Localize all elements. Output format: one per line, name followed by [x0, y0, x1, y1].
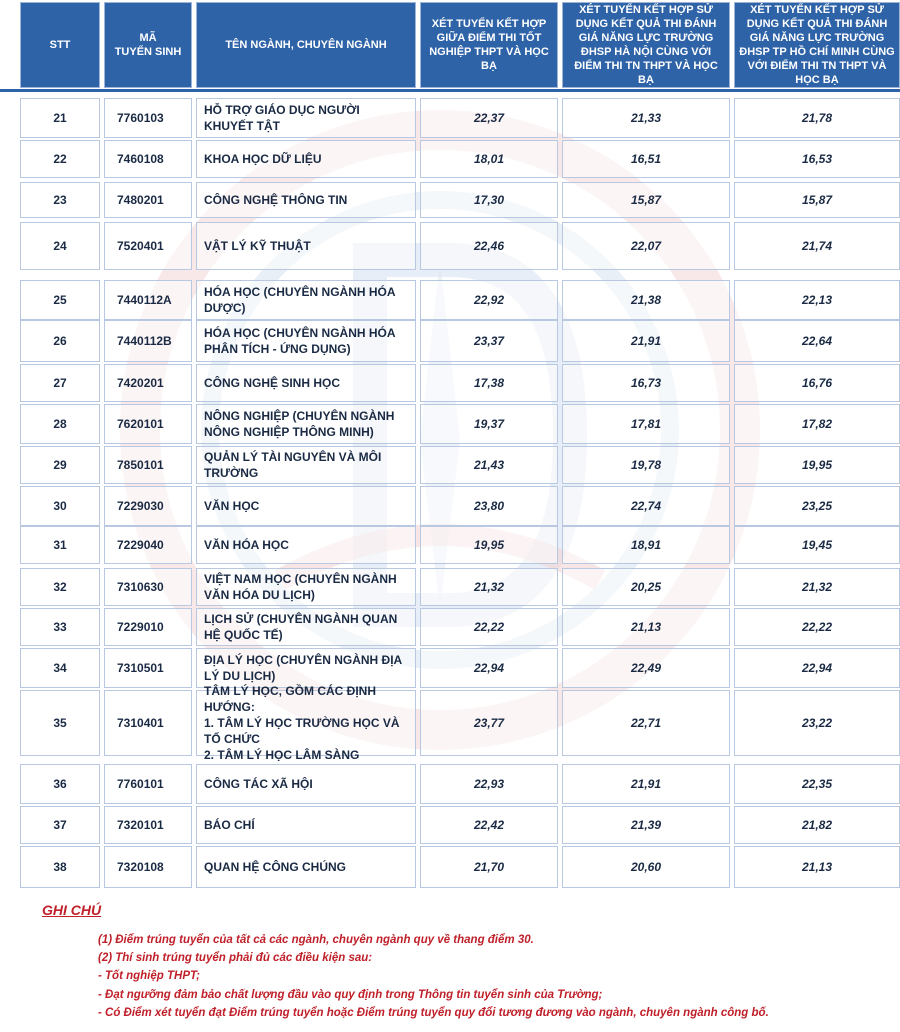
note-line-4: - Đạt ngưỡng đảm bảo chất lượng đầu vào quy định trong Thông tin tuyển sinh của Trường;	[98, 989, 603, 1001]
cell-score-dhsp-hanoi	[562, 568, 730, 606]
cell-score-thpt	[420, 364, 558, 402]
cell-stt-text: 35	[53, 716, 67, 730]
cell-score-thpt-text: 22,37	[473, 111, 505, 125]
cell-score-dhsp-hanoi	[562, 764, 730, 804]
cell-ma-tuyen-sinh-text: 7229010	[117, 620, 164, 634]
cell-score-dhsp-hanoi	[562, 486, 730, 526]
cell-stt-text: 32	[53, 580, 67, 594]
cell-score-dhsp-hcm	[734, 486, 900, 526]
cell-ma-tuyen-sinh-text: 7229040	[117, 538, 164, 552]
cell-ten-nganh	[196, 486, 416, 526]
cell-stt	[20, 404, 100, 444]
cell-score-dhsp-hanoi	[562, 364, 730, 402]
header-ma-tuyen-sinh: MÃ TUYỂN SINH	[104, 2, 192, 88]
cell-score-dhsp-hanoi	[562, 806, 730, 844]
cell-stt	[20, 140, 100, 178]
cell-ma-tuyen-sinh-text: 7760101	[117, 777, 164, 791]
cell-stt-text: 29	[53, 458, 67, 472]
table-row	[0, 526, 900, 564]
cell-ten-nganh-text: VĂN HỌC	[204, 499, 260, 513]
cell-ma-tuyen-sinh	[104, 648, 192, 688]
table-row	[0, 684, 900, 762]
table-row	[0, 806, 900, 844]
cell-ma-tuyen-sinh	[104, 364, 192, 402]
note-line-5: - Có Điểm xét tuyển đạt Điểm trúng tuyển hoặc Điểm trúng tuyển quy đổi tương đương vào ngành, chuyên ngành công bố.	[98, 1007, 769, 1019]
cell-score-thpt-text: 22,93	[473, 777, 505, 791]
cell-stt	[20, 364, 100, 402]
cell-ten-nganh	[196, 846, 416, 888]
cell-score-dhsp-hanoi	[562, 404, 730, 444]
cell-score-dhsp-hcm-text: 22,94	[801, 661, 833, 675]
cell-score-dhsp-hcm-text: 22,13	[801, 293, 833, 307]
cell-score-dhsp-hanoi	[562, 846, 730, 888]
cell-ten-nganh	[196, 806, 416, 844]
cell-ten-nganh	[196, 364, 416, 402]
cell-score-dhsp-hcm	[734, 222, 900, 270]
cell-score-thpt	[420, 404, 558, 444]
header-stt: STT	[20, 2, 100, 88]
cell-score-dhsp-hcm	[734, 280, 900, 320]
cell-stt-text: 31	[53, 538, 67, 552]
cell-stt	[20, 486, 100, 526]
table-row	[0, 140, 900, 178]
cell-score-dhsp-hanoi-text: 22,74	[630, 499, 662, 513]
cell-stt	[20, 690, 100, 756]
cell-stt	[20, 806, 100, 844]
cell-ten-nganh-text: VẬT LÝ KỸ THUẬT	[204, 239, 311, 253]
cell-ten-nganh-text: HỖ TRỢ GIÁO DỤC NGƯỜI KHUYẾT TẬT	[204, 103, 360, 133]
cell-score-dhsp-hanoi-text: 21,91	[630, 334, 662, 348]
cell-ma-tuyen-sinh-text: 7480201	[117, 193, 164, 207]
cell-ma-tuyen-sinh-text: 7420201	[117, 376, 164, 390]
cell-ma-tuyen-sinh-text: 7320101	[117, 818, 164, 832]
cell-ten-nganh-text: HÓA HỌC (CHUYÊN NGÀNH HÓA DƯỢC)	[204, 285, 396, 315]
cell-ten-nganh-text: VĂN HÓA HỌC	[204, 538, 289, 552]
cell-ma-tuyen-sinh	[104, 486, 192, 526]
cell-ten-nganh	[196, 140, 416, 178]
header-col-thpt-hocba: XÉT TUYỂN KẾT HỢP GIỮA ĐIỂM THI TỐT NGHIỆP THPT VÀ HỌC BẠ	[420, 2, 558, 88]
cell-score-dhsp-hanoi	[562, 182, 730, 218]
cell-ma-tuyen-sinh	[104, 182, 192, 218]
cell-ma-tuyen-sinh-text: 7850101	[117, 458, 164, 472]
cell-ten-nganh	[196, 98, 416, 138]
cell-score-dhsp-hanoi	[562, 446, 730, 484]
cell-score-dhsp-hcm	[734, 364, 900, 402]
cell-score-dhsp-hcm	[734, 526, 900, 564]
table-row	[0, 608, 900, 646]
table-row	[0, 764, 900, 804]
cell-stt-text: 33	[53, 620, 67, 634]
cell-ma-tuyen-sinh	[104, 568, 192, 606]
table-header	[0, 0, 900, 92]
note-line-1: (1) Điểm trúng tuyển của tất cả các ngành, chuyên ngành quy về thang điểm 30.	[98, 934, 534, 946]
cell-score-dhsp-hanoi-text: 22,49	[630, 661, 662, 675]
cell-score-dhsp-hcm-text: 23,22	[801, 716, 833, 730]
cell-score-thpt	[420, 182, 558, 218]
cell-ma-tuyen-sinh	[104, 140, 192, 178]
cell-score-thpt	[420, 764, 558, 804]
cell-score-thpt-text: 23,80	[473, 499, 505, 513]
cell-score-dhsp-hcm	[734, 648, 900, 688]
cell-ma-tuyen-sinh	[104, 222, 192, 270]
cell-score-dhsp-hcm-text: 23,25	[801, 499, 833, 513]
cell-stt	[20, 280, 100, 320]
cell-stt-text: 24	[53, 239, 67, 253]
cell-score-dhsp-hanoi-text: 21,39	[630, 818, 662, 832]
cell-stt-text: 34	[53, 661, 67, 675]
cell-score-dhsp-hcm-text: 16,53	[801, 152, 833, 166]
cell-score-dhsp-hanoi-text: 20,25	[630, 580, 662, 594]
cell-score-dhsp-hcm-text: 21,13	[801, 860, 833, 874]
table-row	[0, 486, 900, 526]
cell-score-thpt	[420, 846, 558, 888]
cell-score-dhsp-hanoi	[562, 222, 730, 270]
cell-stt	[20, 568, 100, 606]
cell-score-dhsp-hanoi-text: 20,60	[630, 860, 662, 874]
cell-score-thpt-text: 23,77	[473, 716, 505, 730]
cell-stt-text: 21	[53, 111, 67, 125]
cell-score-dhsp-hcm-text: 22,64	[801, 334, 833, 348]
cell-ten-nganh	[196, 526, 416, 564]
cell-ma-tuyen-sinh-text: 7760103	[117, 111, 164, 125]
cell-score-dhsp-hcm-text: 19,95	[801, 458, 833, 472]
cell-score-thpt-text: 23,37	[473, 334, 505, 348]
cell-stt	[20, 608, 100, 646]
cell-score-dhsp-hanoi-text: 21,91	[630, 777, 662, 791]
cell-ten-nganh-text: QUAN HỆ CÔNG CHÚNG	[204, 860, 347, 874]
cell-score-thpt-text: 19,37	[473, 417, 505, 431]
table-row	[0, 280, 900, 320]
cell-score-thpt	[420, 568, 558, 606]
cell-stt	[20, 846, 100, 888]
cell-ten-nganh	[196, 320, 416, 362]
cell-ma-tuyen-sinh	[104, 320, 192, 362]
table-row	[0, 320, 900, 362]
cell-score-thpt	[420, 806, 558, 844]
cell-stt	[20, 222, 100, 270]
cell-score-dhsp-hcm	[734, 690, 900, 756]
cell-stt	[20, 182, 100, 218]
cell-score-thpt	[420, 222, 558, 270]
cell-score-dhsp-hcm	[734, 140, 900, 178]
cell-score-thpt-text: 19,95	[473, 538, 505, 552]
cell-ten-nganh-text: VIỆT NAM HỌC (CHUYÊN NGÀNH VĂN HÓA DU LỊCH)	[204, 572, 397, 602]
cell-ten-nganh-text: NÔNG NGHIỆP (CHUYÊN NGÀNH NÔNG NGHIỆP THÔNG MINH)	[204, 409, 395, 439]
cell-stt	[20, 98, 100, 138]
cell-score-thpt	[420, 486, 558, 526]
table-row	[0, 98, 900, 138]
cell-stt-text: 28	[53, 417, 67, 431]
cell-score-thpt	[420, 648, 558, 688]
cell-stt-text: 22	[53, 152, 67, 166]
cell-score-thpt	[420, 690, 558, 756]
cell-score-thpt-text: 17,38	[473, 376, 505, 390]
cell-ma-tuyen-sinh	[104, 690, 192, 756]
cell-ten-nganh-text: KHOA HỌC DỮ LIỆU	[204, 152, 322, 166]
cell-ma-tuyen-sinh-text: 7310630	[117, 580, 164, 594]
cell-score-thpt	[420, 608, 558, 646]
cell-score-dhsp-hanoi	[562, 280, 730, 320]
note-line-2: (2) Thí sinh trúng tuyển phải đủ các điều kiện sau:	[98, 952, 373, 964]
cell-score-dhsp-hanoi-text: 16,73	[630, 376, 662, 390]
cell-score-dhsp-hcm	[734, 568, 900, 606]
cell-score-thpt	[420, 320, 558, 362]
cell-score-dhsp-hanoi	[562, 320, 730, 362]
cell-score-dhsp-hcm	[734, 608, 900, 646]
cell-ten-nganh	[196, 446, 416, 484]
cell-score-thpt	[420, 98, 558, 138]
cell-stt-text: 27	[53, 376, 67, 390]
cell-score-dhsp-hcm	[734, 846, 900, 888]
cell-ma-tuyen-sinh-text: 7440112A	[117, 293, 172, 307]
header-divider	[0, 89, 900, 92]
cell-ma-tuyen-sinh-text: 7229030	[117, 499, 164, 513]
cell-score-dhsp-hcm-text: 21,82	[801, 818, 833, 832]
table-row	[0, 404, 900, 444]
cell-score-dhsp-hanoi-text: 17,81	[630, 417, 662, 431]
cell-ten-nganh	[196, 222, 416, 270]
cell-stt-text: 37	[53, 818, 67, 832]
cell-ten-nganh	[196, 280, 416, 320]
cell-ten-nganh-text: HÓA HỌC (CHUYÊN NGÀNH HÓA PHÂN TÍCH - ỨNG DỤNG)	[204, 326, 396, 356]
cell-score-dhsp-hcm-text: 21,32	[801, 580, 833, 594]
cell-ten-nganh	[196, 608, 416, 646]
cell-ma-tuyen-sinh	[104, 446, 192, 484]
cell-ma-tuyen-sinh	[104, 404, 192, 444]
cell-score-thpt-text: 21,32	[473, 580, 505, 594]
cell-ma-tuyen-sinh	[104, 846, 192, 888]
cell-stt	[20, 320, 100, 362]
table-row	[0, 182, 900, 218]
cell-stt-text: 25	[53, 293, 67, 307]
cell-stt	[20, 446, 100, 484]
notes-title: GHI CHÚ	[42, 902, 102, 918]
header-ten-nganh: TÊN NGÀNH, CHUYÊN NGÀNH	[196, 2, 416, 88]
cell-score-dhsp-hcm	[734, 404, 900, 444]
cell-score-dhsp-hcm	[734, 764, 900, 804]
cell-score-dhsp-hanoi	[562, 98, 730, 138]
cell-ten-nganh-text: QUẢN LÝ TÀI NGUYÊN VÀ MÔI TRƯỜNG	[204, 450, 382, 480]
cell-ma-tuyen-sinh	[104, 806, 192, 844]
cell-score-dhsp-hanoi-text: 15,87	[630, 193, 662, 207]
cell-score-dhsp-hcm-text: 17,82	[801, 417, 833, 431]
cell-score-dhsp-hcm-text: 21,78	[801, 111, 833, 125]
cell-score-dhsp-hanoi	[562, 608, 730, 646]
cell-score-dhsp-hanoi-text: 22,71	[630, 716, 662, 730]
cell-score-thpt-text: 18,01	[473, 152, 505, 166]
cell-score-dhsp-hanoi-text: 21,33	[630, 111, 662, 125]
cell-score-dhsp-hcm-text: 22,22	[801, 620, 833, 634]
cell-score-dhsp-hanoi	[562, 526, 730, 564]
cell-score-thpt	[420, 526, 558, 564]
note-line-3: - Tốt nghiệp THPT;	[98, 970, 200, 982]
cell-ten-nganh	[196, 182, 416, 218]
cell-stt-text: 23	[53, 193, 67, 207]
cell-ma-tuyen-sinh-text: 7520401	[117, 239, 164, 253]
cell-score-thpt-text: 22,94	[473, 661, 505, 675]
cell-ten-nganh-text: CÔNG TÁC XÃ HỘI	[204, 777, 313, 791]
cell-stt-text: 38	[53, 860, 67, 874]
cell-ten-nganh	[196, 404, 416, 444]
cell-ten-nganh-text: LỊCH SỬ (CHUYÊN NGÀNH QUAN HỆ QUỐC TẾ)	[204, 612, 398, 642]
cell-ma-tuyen-sinh-text: 7440112B	[117, 334, 172, 348]
table-row	[0, 364, 900, 402]
cell-score-dhsp-hcm-text: 15,87	[801, 193, 833, 207]
cell-ma-tuyen-sinh	[104, 526, 192, 564]
cell-score-dhsp-hcm	[734, 98, 900, 138]
cell-ma-tuyen-sinh-text: 7310501	[117, 661, 164, 675]
header-col-dhsp-hanoi: XÉT TUYỂN KẾT HỢP SỬ DỤNG KẾT QUẢ THI ĐÁNH GIÁ NĂNG LỰC TRƯỜNG ĐHSP HÀ NỘI CÙNG VỚI ĐIỂM THI TN THPT VÀ HỌC BẠ	[562, 2, 730, 88]
cell-ten-nganh-text: CÔNG NGHỆ SINH HỌC	[204, 376, 341, 390]
table-row	[0, 446, 900, 484]
cell-ten-nganh-text: BÁO CHÍ	[204, 818, 255, 832]
cell-score-dhsp-hcm-text: 21,74	[801, 239, 833, 253]
cell-ma-tuyen-sinh	[104, 280, 192, 320]
cell-stt	[20, 648, 100, 688]
cell-score-dhsp-hanoi	[562, 648, 730, 688]
header-col-dhsp-hcm: XÉT TUYỂN KẾT HỢP SỬ DỤNG KẾT QUẢ THI ĐÁNH GIÁ NĂNG LỰC TRƯỜNG ĐHSP TP HỒ CHÍ MINH CÙNG VỚI ĐIỂM THI TN THPT VÀ HỌC BẠ	[734, 2, 900, 88]
cell-score-thpt	[420, 446, 558, 484]
cell-score-dhsp-hanoi-text: 21,38	[630, 293, 662, 307]
cell-ma-tuyen-sinh-text: 7320108	[117, 860, 164, 874]
cell-score-thpt-text: 21,70	[473, 860, 505, 874]
cell-score-dhsp-hcm	[734, 806, 900, 844]
cell-ten-nganh	[196, 764, 416, 804]
cell-ma-tuyen-sinh	[104, 764, 192, 804]
cell-ma-tuyen-sinh	[104, 98, 192, 138]
table-row	[0, 222, 900, 270]
cell-ma-tuyen-sinh-text: 7310401	[117, 716, 164, 730]
cell-ten-nganh	[196, 684, 416, 762]
cell-score-dhsp-hcm-text: 19,45	[801, 538, 833, 552]
cell-score-thpt-text: 22,22	[473, 620, 505, 634]
cell-score-dhsp-hcm-text: 16,76	[801, 376, 833, 390]
cell-score-dhsp-hanoi	[562, 140, 730, 178]
cell-score-dhsp-hcm-text: 22,35	[801, 777, 833, 791]
cell-ten-nganh-text: CÔNG NGHỆ THÔNG TIN	[204, 193, 348, 207]
cell-stt	[20, 764, 100, 804]
cell-ten-nganh	[196, 568, 416, 606]
cell-stt	[20, 526, 100, 564]
cell-ma-tuyen-sinh	[104, 608, 192, 646]
cell-stt-text: 36	[53, 777, 67, 791]
cell-score-thpt	[420, 280, 558, 320]
cell-stt-text: 26	[53, 334, 67, 348]
cell-score-dhsp-hanoi-text: 16,51	[630, 152, 662, 166]
cell-score-dhsp-hanoi-text: 19,78	[630, 458, 662, 472]
cell-ma-tuyen-sinh-text: 7620101	[117, 417, 164, 431]
cell-stt-text: 30	[53, 499, 67, 513]
cell-ten-nganh-text: ĐỊA LÝ HỌC (CHUYÊN NGÀNH ĐỊA LÝ DU LỊCH)	[204, 653, 402, 683]
cell-score-thpt-text: 17,30	[473, 193, 505, 207]
cell-score-thpt-text: 22,92	[473, 293, 505, 307]
table-row	[0, 568, 900, 606]
cell-score-dhsp-hcm	[734, 320, 900, 362]
cell-ten-nganh	[196, 648, 416, 688]
cell-score-thpt-text: 22,46	[473, 239, 505, 253]
table-row	[0, 648, 900, 688]
cell-score-dhsp-hanoi-text: 18,91	[630, 538, 662, 552]
cell-ma-tuyen-sinh-text: 7460108	[117, 152, 164, 166]
cell-score-dhsp-hanoi-text: 21,13	[630, 620, 662, 634]
cell-score-dhsp-hcm	[734, 182, 900, 218]
cell-score-dhsp-hcm	[734, 446, 900, 484]
cell-score-thpt-text: 22,42	[473, 818, 505, 832]
cell-score-thpt-text: 21,43	[473, 458, 505, 472]
cell-score-dhsp-hanoi	[562, 690, 730, 756]
table-row	[0, 846, 900, 888]
cell-score-dhsp-hanoi-text: 22,07	[630, 239, 662, 253]
cell-score-thpt	[420, 140, 558, 178]
cell-ten-nganh-text: TÂM LÝ HỌC, GỒM CÁC ĐỊNH HƯỚNG: 1. TÂM LÝ HỌC TRƯỜNG HỌC VÀ TỔ CHỨC 2. TÂM LÝ HỌC LÂM SÀNG	[204, 684, 400, 762]
